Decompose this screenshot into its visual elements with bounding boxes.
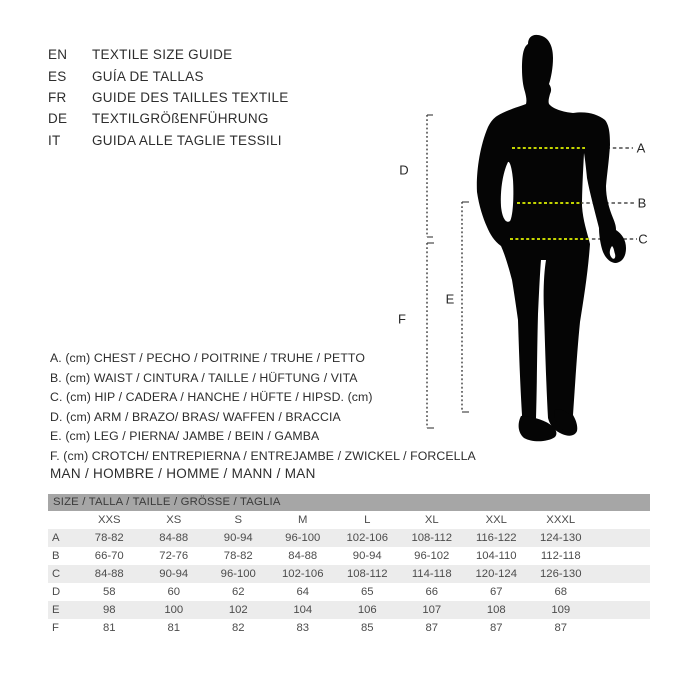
table-row [48,619,650,637]
row-label: C [52,568,61,580]
column-header: XXXL [546,514,576,526]
column-header: XXS [97,514,121,526]
table-cell: 83 [296,622,310,634]
table-row [48,583,650,601]
table-cell: 68 [554,586,568,598]
size-table-header: SIZE / TALLA / TAILLE / GRÖSSE / TAGLIA [48,494,650,511]
table-cell: 62 [231,586,245,598]
table-row [48,601,650,619]
table-cell: 90-94 [159,568,189,580]
table-cell: 81 [167,622,181,634]
column-header: M [298,514,308,526]
row-label: E [52,604,60,616]
table-cell: 96-102 [414,550,450,562]
legend-line: D. (cm) ARM / BRAZO/ BRAS/ WAFFEN / BRACCIA [50,409,341,424]
language-title: TEXTILE SIZE GUIDE [92,47,233,63]
language-code: EN [48,47,68,63]
table-cell: 102-106 [346,532,388,544]
size-columns-row [48,511,650,529]
language-title: GUIDA ALLE TAGLIE TESSILI [92,132,282,148]
table-cell: 66-70 [94,550,124,562]
table-cell: 87 [425,622,439,634]
table-cell: 108-112 [411,532,453,544]
table-cell: 106 [357,604,377,616]
language-title: GUIDE DES TAILLES TEXTILE [92,89,289,105]
table-row [48,529,650,547]
table-cell: 124-130 [540,532,582,544]
table-cell: 102 [228,604,248,616]
legend-line: A. (cm) CHEST / PECHO / POITRINE / TRUHE / PETTO [50,351,365,365]
column-header: XS [166,514,182,526]
language-title: TEXTILGRÖßENFÜHRUNG [92,111,269,127]
table-cell: 84-88 [288,550,318,562]
table-cell: 78-82 [94,532,124,544]
measure-label-c: C [638,231,648,247]
table-cell: 78-82 [223,550,253,562]
table-cell: 90-94 [352,550,382,562]
table-cell: 96-100 [220,568,256,580]
measure-label-a: A [636,140,646,156]
column-header: L [364,514,371,526]
column-header: S [234,514,243,526]
table-cell: 114-118 [411,568,452,580]
table-cell: 84-88 [159,532,189,544]
table-row [48,565,650,583]
table-cell: 104-110 [475,550,517,562]
table-cell: 120-124 [475,568,517,580]
table-cell: 109 [551,604,571,616]
measure-label-d: D [399,162,409,178]
language-code: DE [48,111,68,127]
language-row [48,108,289,129]
column-header: XXL [485,514,507,526]
table-cell: 96-100 [285,532,321,544]
man-silhouette [477,35,626,436]
legend-line: B. (cm) WAIST / CINTURA / TAILLE / HÜFTUNG / VITA [50,370,358,385]
table-cell: 66 [425,586,439,598]
language-row [48,65,289,86]
row-label: F [52,622,59,634]
language-title-block [48,44,289,151]
table-cell: 81 [102,622,116,634]
size-table [48,494,650,637]
legend-line: C. (cm) HIP / CADERA / HANCHE / HÜFTE / HIPSD. (cm) [50,390,373,405]
measurement-legend [50,349,476,467]
table-cell: 126-130 [540,568,582,580]
row-label: B [52,550,60,562]
table-cell: 90-94 [223,532,253,544]
table-cell: 58 [102,586,116,598]
table-cell: 65 [360,586,374,598]
legend-line: F. (cm) CROTCH/ ENTREPIERNA / ENTREJAMBE / ZWICKEL / FORCELLA [50,448,476,463]
table-cell: 67 [489,586,503,598]
table-cell: 112-118 [540,550,581,562]
table-cell: 102-106 [282,568,324,580]
table-cell: 84-88 [94,568,124,580]
table-cell: 108 [486,604,506,616]
table-cell: 72-76 [159,550,189,562]
row-label-spacer [48,511,77,529]
table-cell: 104 [293,604,313,616]
gender-line: MAN / HOMBRE / HOMME / MANN / MAN [50,466,316,481]
language-code: FR [48,89,67,105]
table-cell: 116-122 [475,532,517,544]
measure-label-f: F [398,311,406,327]
table-cell: 100 [164,604,184,616]
table-cell: 60 [167,586,181,598]
table-cell: 64 [296,586,310,598]
table-cell: 87 [554,622,568,634]
language-row [48,44,289,65]
table-cell: 107 [422,604,442,616]
language-code: ES [48,68,67,84]
language-row [48,130,289,151]
measure-label-e: E [445,291,455,307]
column-header: XL [424,514,439,526]
row-label: A [52,532,60,544]
legend-line: E. (cm) LEG / PIERNA/ JAMBE / BEIN / GAMBA [50,429,320,444]
language-row [48,87,289,108]
measure-label-b: B [637,195,647,211]
table-cell: 82 [231,622,245,634]
table-row [48,547,650,565]
table-cell: 85 [360,622,374,634]
language-code: IT [48,132,61,148]
table-cell: 108-112 [346,568,388,580]
table-cell: 98 [102,604,116,616]
language-title: GUÍA DE TALLAS [92,68,204,84]
table-cell: 87 [489,622,503,634]
row-label: D [52,586,61,598]
